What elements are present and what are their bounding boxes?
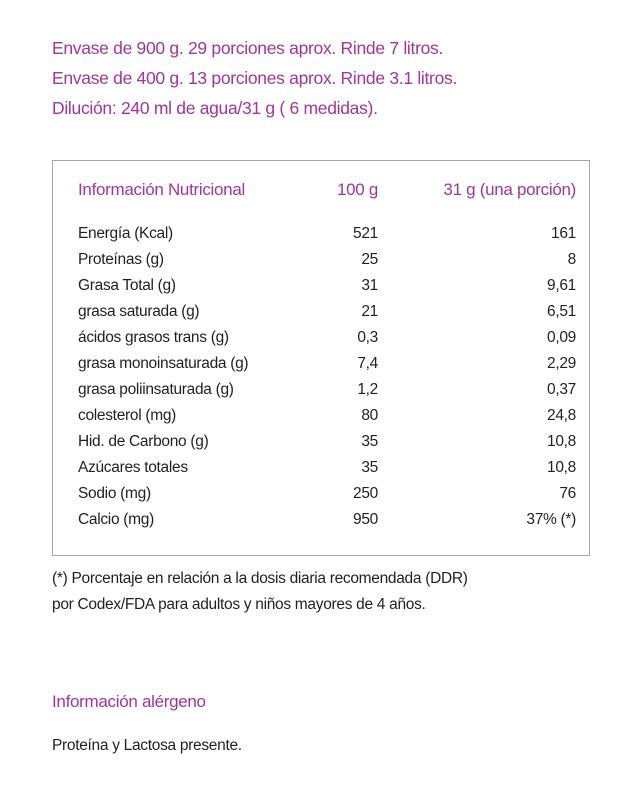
packaging-info <box>52 33 612 123</box>
nutrient-name: Energía (Kcal) <box>78 225 173 242</box>
value-per-portion: 2,29 <box>547 355 576 372</box>
table-row <box>78 273 576 299</box>
value-per-100g: 250 <box>353 485 378 502</box>
nutrient-name: Sodio (mg) <box>78 485 151 502</box>
nutrient-name: ácidos grasos trans (g) <box>78 329 229 346</box>
value-per-portion: 6,51 <box>547 303 576 320</box>
footnote-line-1: (*) Porcentaje en relación a la dosis diaria recomendada (DDR) <box>52 570 468 587</box>
ddr-footnote <box>52 566 612 618</box>
nutrient-name: Hid. de Carbono (g) <box>78 433 209 450</box>
value-per-100g: 31 <box>361 277 378 294</box>
value-per-portion: 8 <box>567 251 576 268</box>
nutrient-name: grasa monoinsaturada (g) <box>78 355 249 372</box>
nutrient-name: Calcio (mg) <box>78 511 154 528</box>
value-per-portion: 76 <box>559 485 576 502</box>
nutrition-table-header <box>78 175 576 221</box>
table-row <box>78 429 576 455</box>
table-row <box>78 403 576 429</box>
header-per-portion: 31 g (una porción) <box>443 180 576 199</box>
value-per-100g: 1,2 <box>357 381 378 398</box>
table-row <box>78 507 576 533</box>
package-400g-line: Envase de 400 g. 13 porciones aprox. Rinde 3.1 litros. <box>52 68 458 88</box>
value-per-100g: 25 <box>361 251 378 268</box>
footnote-line-2: por Codex/FDA para adultos y niños mayores de 4 años. <box>52 596 426 613</box>
value-per-100g: 80 <box>361 407 378 424</box>
value-per-100g: 35 <box>361 433 378 450</box>
value-per-100g: 950 <box>353 511 378 528</box>
value-per-100g: 35 <box>361 459 378 476</box>
dilution-line: Dilución: 240 ml de agua/31 g ( 6 medidas). <box>52 98 378 118</box>
value-per-portion: 9,61 <box>547 277 576 294</box>
nutrient-name: Azúcares totales <box>78 459 188 476</box>
table-row <box>78 221 576 247</box>
value-per-100g: 521 <box>353 225 378 242</box>
value-per-portion: 37% (*) <box>526 511 576 528</box>
nutrient-name: grasa saturada (g) <box>78 303 200 320</box>
value-per-100g: 7,4 <box>357 355 378 372</box>
header-per-100g: 100 g <box>336 180 378 199</box>
table-row <box>78 247 576 273</box>
nutrition-table <box>78 175 576 533</box>
package-900g-line: Envase de 900 g. 29 porciones aprox. Rinde 7 litros. <box>52 38 444 58</box>
value-per-100g: 0,3 <box>357 329 378 346</box>
allergen-text: Proteína y Lactosa presente. <box>52 737 242 754</box>
table-row <box>78 455 576 481</box>
table-row <box>78 325 576 351</box>
value-per-100g: 21 <box>361 303 378 320</box>
table-row <box>78 351 576 377</box>
nutrition-facts-box <box>52 160 590 556</box>
value-per-portion: 24,8 <box>547 407 576 424</box>
value-per-portion: 0,09 <box>547 329 576 346</box>
table-row <box>78 377 576 403</box>
nutrient-name: grasa poliinsaturada (g) <box>78 381 234 398</box>
value-per-portion: 10,8 <box>547 433 576 450</box>
table-row <box>78 481 576 507</box>
table-row <box>78 299 576 325</box>
header-nutrition-info: Información Nutricional <box>78 180 245 199</box>
nutrient-name: Grasa Total (g) <box>78 277 176 294</box>
value-per-portion: 0,37 <box>547 381 576 398</box>
nutrient-name: Proteínas (g) <box>78 251 164 268</box>
allergen-title: Información alérgeno <box>52 692 206 711</box>
nutrient-name: colesterol (mg) <box>78 407 176 424</box>
value-per-portion: 10,8 <box>547 459 576 476</box>
value-per-portion: 161 <box>551 225 576 242</box>
